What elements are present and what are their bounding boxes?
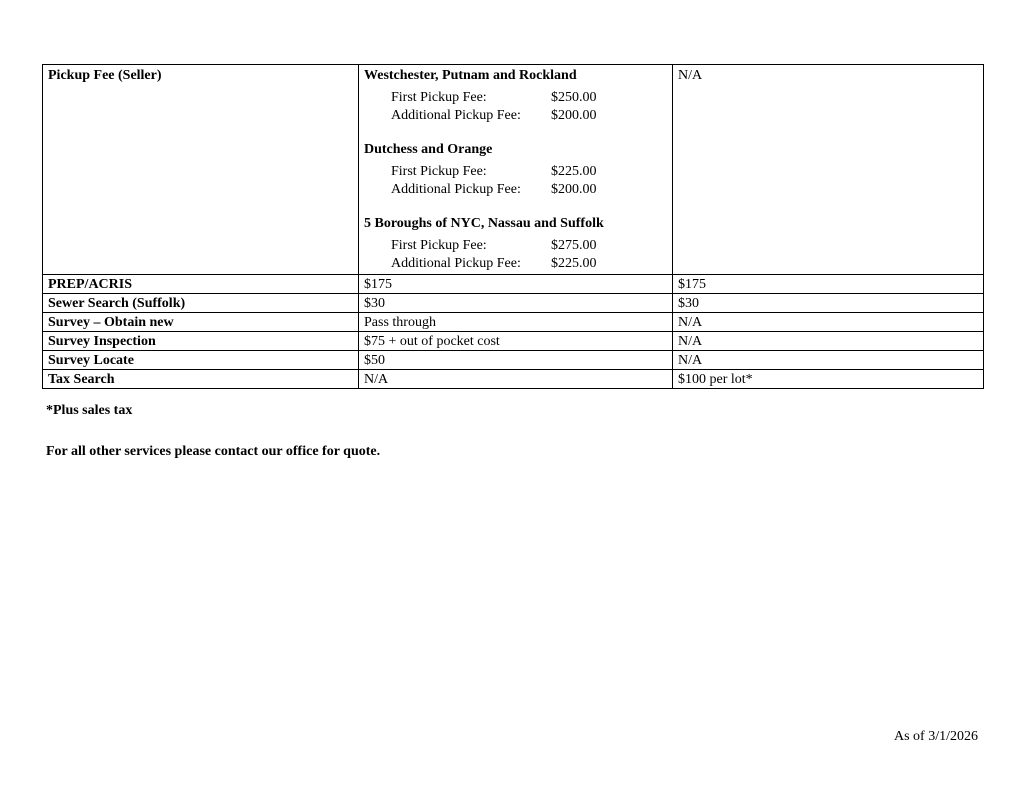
fee-item (364, 237, 667, 255)
region-heading: 5 Boroughs of NYC, Nassau and Suffolk (364, 216, 604, 231)
fee-value-col3: $100 per lot* (673, 370, 984, 389)
fee-value-col2: Pass through (359, 313, 673, 332)
fee-value-col2: N/A (359, 370, 673, 389)
fee-value-col3: $30 (673, 294, 984, 313)
pickup-fee-detail-cell (359, 65, 673, 275)
fee-value-col3: N/A (673, 65, 984, 275)
fee-item (364, 163, 667, 181)
table-row-sewer-search (43, 294, 984, 313)
fee-label: First Pickup Fee: (391, 164, 487, 179)
fee-value-col2: $175 (359, 275, 673, 294)
service-name: Sewer Search (Suffolk) (43, 294, 359, 313)
service-name: Survey Locate (43, 351, 359, 370)
service-name: Survey Inspection (43, 332, 359, 351)
fee-value-col2: $30 (359, 294, 673, 313)
table-row-survey-locate (43, 351, 984, 370)
fee-amount: $250.00 (551, 90, 597, 105)
fee-label: First Pickup Fee: (391, 90, 487, 105)
as-of-date: As of 3/1/2026 (894, 729, 978, 744)
fee-schedule-table (42, 64, 984, 389)
fee-amount: $200.00 (551, 182, 597, 197)
fee-value-col2: $75 + out of pocket cost (359, 332, 673, 351)
table-row-tax-search (43, 370, 984, 389)
table-row-survey-inspection (43, 332, 984, 351)
fee-item (364, 107, 667, 125)
fee-value-col3: N/A (673, 332, 984, 351)
fee-label: First Pickup Fee: (391, 238, 487, 253)
table-row-pickup-fee (43, 65, 984, 275)
fee-label: Additional Pickup Fee: (391, 182, 521, 197)
fee-item (364, 181, 667, 199)
fee-group-westchester (364, 67, 667, 125)
service-name: Survey – Obtain new (43, 313, 359, 332)
region-heading: Westchester, Putnam and Rockland (364, 68, 577, 83)
fee-value-col3: N/A (673, 313, 984, 332)
note-contact-for-quote: For all other services please contact our office for quote. (46, 444, 381, 459)
fee-value-col3: N/A (673, 351, 984, 370)
fee-amount: $200.00 (551, 108, 597, 123)
region-heading: Dutchess and Orange (364, 142, 493, 157)
service-name: PREP/ACRIS (43, 275, 359, 294)
fee-value-col2: $50 (359, 351, 673, 370)
service-name: Pickup Fee (Seller) (43, 65, 359, 275)
fee-amount: $225.00 (551, 164, 597, 179)
fee-amount: $225.00 (551, 256, 597, 271)
fee-label: Additional Pickup Fee: (391, 108, 521, 123)
table-row-survey-obtain-new (43, 313, 984, 332)
fee-group-5-boroughs (364, 215, 667, 273)
fee-amount: $275.00 (551, 238, 597, 253)
note-plus-sales-tax: *Plus sales tax (46, 403, 133, 418)
table-row-prep-acris (43, 275, 984, 294)
fee-item (364, 89, 667, 107)
fee-value-col3: $175 (673, 275, 984, 294)
fee-group-dutchess (364, 141, 667, 199)
fee-label: Additional Pickup Fee: (391, 256, 521, 271)
service-name: Tax Search (43, 370, 359, 389)
fee-item (364, 255, 667, 273)
